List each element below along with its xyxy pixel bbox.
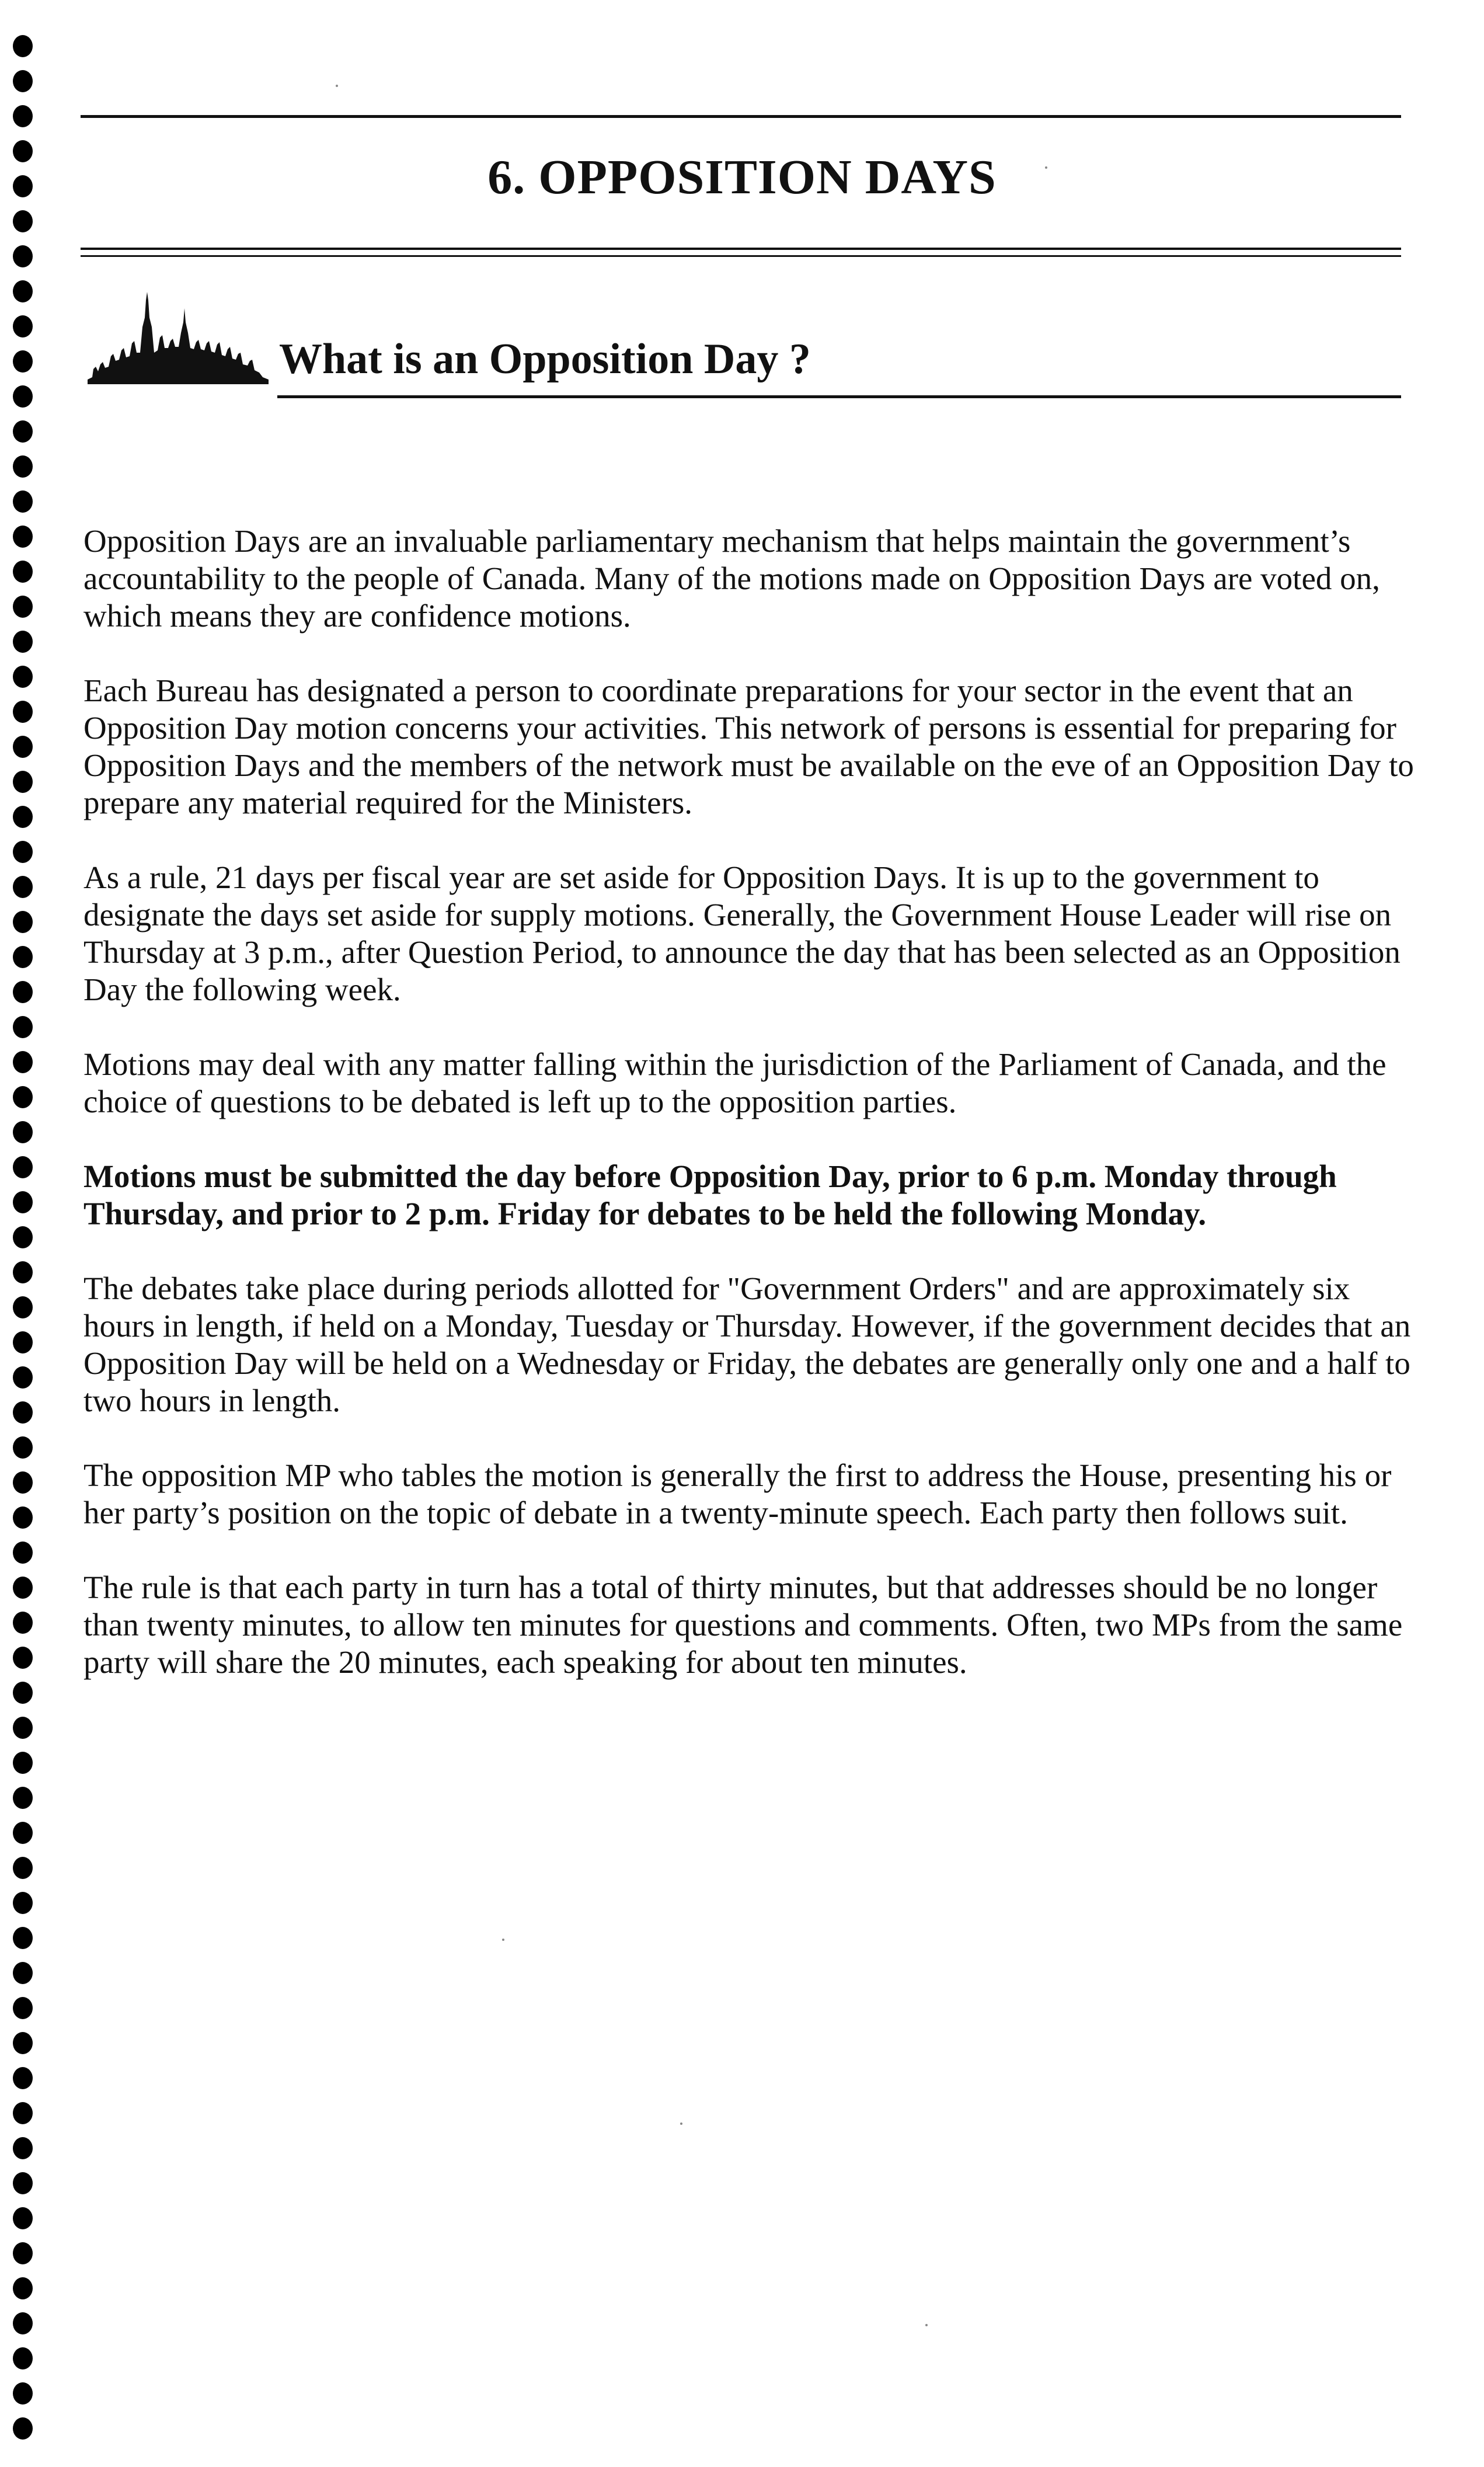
binding-hole (13, 1927, 33, 1949)
binding-hole (13, 666, 33, 688)
binding-hole (13, 315, 33, 337)
paragraph: The debates take place during periods allotted for "Government Orders" and are approximately six hours in length, if held on a Monday, Tuesday or Thursday. However, if the government decides that an Opposition Day will be held on a Wednesday or Friday, the debates are generally only one and a half to two hours in length. (83, 1271, 1411, 1418)
binding-hole (13, 105, 33, 127)
binding-hole (13, 526, 33, 548)
binding-hole (13, 1717, 33, 1739)
binding-hole (13, 1226, 33, 1248)
binding-hole (13, 806, 33, 828)
binding-hole (13, 2032, 33, 2054)
binding-hole (13, 490, 33, 513)
binding-hole (13, 2312, 33, 2334)
paragraph: Motions may deal with any matter falling within the jurisdiction of the Parliament of Canada, and the choice of questions to be debated is left up to the opposition parties. (83, 1046, 1387, 1119)
binding-hole (13, 70, 33, 92)
spiral-binding (0, 0, 41, 2467)
binding-hole (13, 2347, 33, 2369)
binding-hole (13, 1542, 33, 1564)
binding-hole (13, 455, 33, 478)
binding-hole (13, 385, 33, 408)
binding-hole (13, 1857, 33, 1879)
binding-hole (13, 1401, 33, 1424)
binding-hole (13, 35, 33, 57)
binding-hole (13, 1822, 33, 1844)
binding-hole (13, 1191, 33, 1213)
binding-hole (13, 1261, 33, 1283)
paragraph: Opposition Days are an invaluable parliamentary mechanism that helps maintain the government’s accountability to the people of Canada. Many of the motions made on Opposition Days are voted on, which means they are confidence motions. (83, 523, 1380, 634)
bold-paragraph: Motions must be submitted the day before Opposition Day, prior to 6 p.m. Monday through Thursday, and prior to 2 p.m. Friday for debates to be held the following Monday. (83, 1158, 1337, 1231)
paragraph: Each Bureau has designated a person to coordinate preparations for your sector in the event that an Opposition Day motion concerns your activities. This network of persons is essential for preparing for Opposition Days and the members of the network must be available on the eve of an Opposition Day to prepare any material required for the Ministers. (83, 673, 1414, 820)
binding-hole (13, 841, 33, 863)
binding-hole (13, 1436, 33, 1459)
binding-hole (13, 1506, 33, 1529)
paragraph: As a rule, 21 days per fiscal year are set aside for Opposition Days. It is up to the government to designate the days set aside for supply motions. Generally, the Government House Leader will rise on Thursday at 3 p.m., after Question Period, to announce the day that has been selected as an Opposition Day the following week. (83, 860, 1401, 1007)
binding-hole (13, 876, 33, 898)
header-bottom-rule-1 (81, 248, 1401, 250)
binding-hole (13, 1892, 33, 1914)
binding-hole (13, 1647, 33, 1669)
binding-hole (13, 1577, 33, 1599)
binding-hole (13, 2417, 33, 2440)
binding-hole (13, 596, 33, 618)
binding-hole (13, 1121, 33, 1143)
binding-hole (13, 1156, 33, 1178)
binding-hole (13, 1752, 33, 1774)
binding-hole (13, 631, 33, 653)
section-underline (277, 395, 1401, 398)
binding-hole (13, 2102, 33, 2124)
scan-speck (680, 2122, 682, 2125)
binding-hole (13, 736, 33, 758)
chapter-title: 6. OPPOSITION DAYS (487, 150, 997, 204)
scan-speck (1045, 166, 1047, 169)
binding-hole (13, 1682, 33, 1704)
binding-hole (13, 2207, 33, 2229)
binding-hole (13, 2277, 33, 2299)
binding-hole (13, 911, 33, 933)
binding-hole (13, 210, 33, 232)
scan-speck (925, 2324, 928, 2326)
header-top-rule (81, 115, 1401, 118)
binding-hole (13, 1086, 33, 1108)
binding-hole (13, 561, 33, 583)
binding-hole (13, 350, 33, 373)
binding-hole (13, 1997, 33, 2019)
binding-hole (13, 420, 33, 443)
parliament-buildings-icon (88, 292, 269, 388)
binding-hole (13, 1366, 33, 1389)
binding-hole (13, 981, 33, 1003)
header-bottom-rule-2 (81, 255, 1401, 257)
binding-hole (13, 1331, 33, 1353)
binding-hole (13, 1296, 33, 1318)
binding-hole (13, 1962, 33, 1984)
scan-speck (502, 1939, 504, 1941)
binding-hole (13, 946, 33, 968)
body-text (83, 523, 1420, 1718)
binding-hole (13, 2137, 33, 2159)
binding-hole (13, 1612, 33, 1634)
binding-hole (13, 280, 33, 302)
binding-hole (13, 1016, 33, 1038)
binding-hole (13, 1787, 33, 1809)
binding-hole (13, 245, 33, 267)
binding-hole (13, 2172, 33, 2194)
binding-hole (13, 701, 33, 723)
scan-speck (336, 85, 338, 87)
binding-hole (13, 2382, 33, 2405)
binding-hole (13, 771, 33, 793)
binding-hole (13, 2242, 33, 2264)
paragraph: The rule is that each party in turn has a total of thirty minutes, but that addresses should be no longer than twenty minutes, to allow ten minutes for questions and comments. Often, two MPs from the same party will share the 20 minutes, each speaking for about ten minutes. (83, 1570, 1403, 1680)
paragraph: The opposition MP who tables the motion is generally the first to address the House, presenting his or her party’s position on the topic of debate in a twenty-minute speech. Each party then follows suit. (83, 1457, 1392, 1530)
binding-hole (13, 1051, 33, 1073)
section-heading: What is an Opposition Day ? (279, 335, 811, 383)
binding-hole (13, 1471, 33, 1494)
binding-hole (13, 2067, 33, 2089)
